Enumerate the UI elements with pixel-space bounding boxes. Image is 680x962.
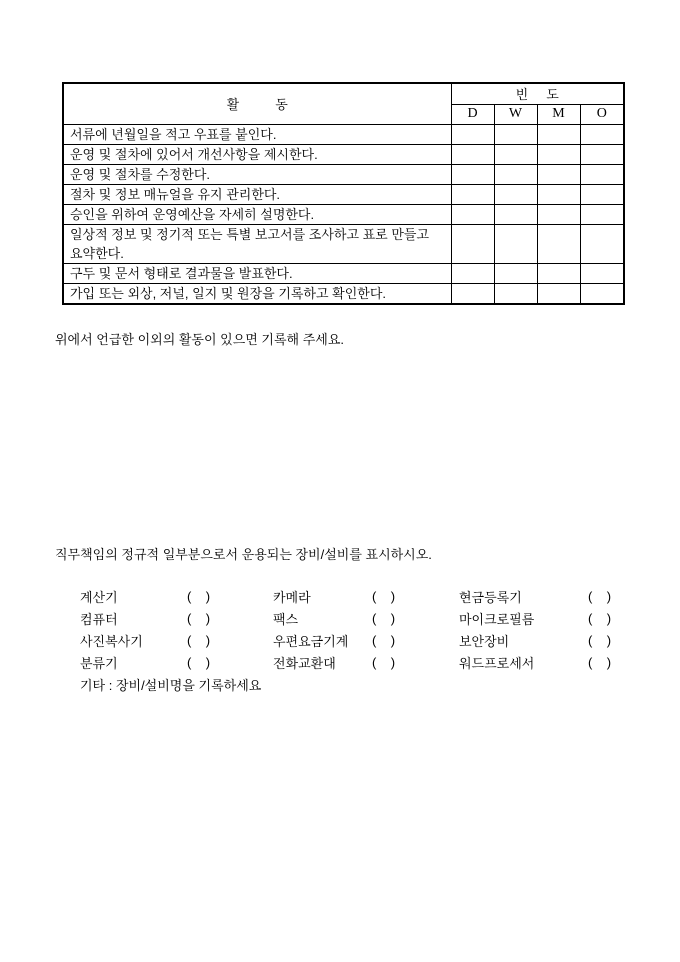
activity-label: 절차 및 정보 매뉴얼을 유지 관리한다. — [63, 184, 451, 204]
frequency-cell-m[interactable] — [537, 283, 580, 304]
frequency-cell-o[interactable] — [580, 224, 624, 263]
activity-label: 승인을 위하여 운영예산을 자세히 설명한다. — [63, 204, 451, 224]
frequency-cell-m[interactable] — [537, 144, 580, 164]
equipment-item-microfilm: 마이크로필름 — [459, 611, 535, 627]
frequency-cell-m[interactable] — [537, 204, 580, 224]
frequency-cell-o[interactable] — [580, 164, 624, 184]
equipment-item-cash-register: 현금등록기 — [459, 589, 522, 605]
activity-label: 운영 및 절차를 수정한다. — [63, 164, 451, 184]
equipment-other-note: 기타 : 장비/설비명을 기록하세요 — [80, 678, 262, 693]
activity-label: 일상적 정보 및 정기적 또는 특별 보고서를 조사하고 표로 만들고 요약한다. — [63, 224, 451, 263]
equipment-checkbox-postage-machine[interactable]: ( ) — [372, 632, 396, 648]
frequency-cell-w[interactable] — [494, 204, 537, 224]
equipment-item-camera: 카메라 — [273, 589, 311, 605]
equipment-item-switchboard: 전화교환대 — [273, 655, 336, 671]
frequency-cell-o[interactable] — [580, 144, 624, 164]
frequency-cell-d[interactable] — [451, 184, 494, 204]
frequency-cell-w[interactable] — [494, 263, 537, 283]
frequency-column-header: 빈 도 — [451, 83, 624, 104]
frequency-col-w: W — [494, 104, 537, 124]
frequency-cell-d[interactable] — [451, 224, 494, 263]
equipment-item-photocopier: 사진복사기 — [80, 633, 143, 649]
activity-row — [63, 224, 624, 263]
frequency-cell-w[interactable] — [494, 124, 537, 144]
frequency-cell-w[interactable] — [494, 184, 537, 204]
equipment-checkbox-security-equipment[interactable]: ( ) — [588, 632, 612, 648]
frequency-cell-w[interactable] — [494, 224, 537, 263]
equipment-item-sorter: 분류기 — [80, 655, 118, 671]
frequency-cell-o[interactable] — [580, 283, 624, 304]
frequency-cell-d[interactable] — [451, 204, 494, 224]
frequency-col-m: M — [537, 104, 580, 124]
equipment-checkbox-fax[interactable]: ( ) — [372, 610, 396, 626]
frequency-cell-m[interactable] — [537, 224, 580, 263]
equipment-prompt: 직무책임의 정규적 일부분으로서 운용되는 장비/설비를 표시하시오. — [55, 547, 432, 562]
activity-row — [63, 124, 624, 144]
activity-row — [63, 184, 624, 204]
equipment-checkbox-switchboard[interactable]: ( ) — [372, 654, 396, 670]
equipment-checkbox-computer[interactable]: ( ) — [187, 610, 211, 626]
equipment-checkbox-photocopier[interactable]: ( ) — [187, 632, 211, 648]
activity-row — [63, 204, 624, 224]
frequency-cell-w[interactable] — [494, 283, 537, 304]
table-header-row — [63, 83, 624, 104]
frequency-cell-w[interactable] — [494, 164, 537, 184]
activity-row — [63, 144, 624, 164]
frequency-cell-d[interactable] — [451, 124, 494, 144]
activity-label: 가입 또는 외상, 저널, 일지 및 원장을 기록하고 확인한다. — [63, 283, 451, 304]
equipment-checkbox-camera[interactable]: ( ) — [372, 588, 396, 604]
activity-row — [63, 263, 624, 283]
frequency-cell-m[interactable] — [537, 124, 580, 144]
activity-column-header: 활 동 — [63, 83, 451, 124]
frequency-col-d: D — [451, 104, 494, 124]
equipment-checkbox-word-processor[interactable]: ( ) — [588, 654, 612, 670]
activity-frequency-table — [62, 82, 625, 305]
frequency-cell-d[interactable] — [451, 263, 494, 283]
activity-row — [63, 164, 624, 184]
frequency-cell-m[interactable] — [537, 184, 580, 204]
equipment-item-fax: 팩스 — [273, 611, 299, 627]
frequency-cell-d[interactable] — [451, 144, 494, 164]
frequency-cell-o[interactable] — [580, 124, 624, 144]
equipment-item-calculator: 계산기 — [80, 589, 118, 605]
activity-label: 구두 및 문서 형태로 결과물을 발표한다. — [63, 263, 451, 283]
equipment-checkbox-cash-register[interactable]: ( ) — [588, 588, 612, 604]
frequency-cell-d[interactable] — [451, 283, 494, 304]
other-activities-prompt: 위에서 언급한 이외의 활동이 있으면 기록해 주세요. — [55, 332, 345, 347]
equipment-item-postage-machine: 우편요금기계 — [273, 633, 349, 649]
frequency-cell-w[interactable] — [494, 144, 537, 164]
frequency-cell-o[interactable] — [580, 263, 624, 283]
frequency-cell-m[interactable] — [537, 263, 580, 283]
frequency-cell-d[interactable] — [451, 164, 494, 184]
equipment-item-word-processor: 워드프로세서 — [459, 655, 535, 671]
equipment-checkbox-sorter[interactable]: ( ) — [187, 654, 211, 670]
activity-row — [63, 283, 624, 304]
equipment-item-computer: 컴퓨터 — [80, 611, 118, 627]
equipment-checkbox-microfilm[interactable]: ( ) — [588, 610, 612, 626]
equipment-checklist — [80, 585, 628, 673]
equipment-item-security-equipment: 보안장비 — [459, 633, 510, 649]
frequency-cell-o[interactable] — [580, 184, 624, 204]
activity-label: 운영 및 절차에 있어서 개선사항을 제시한다. — [63, 144, 451, 164]
frequency-col-o: O — [580, 104, 624, 124]
activity-label: 서류에 년월일을 적고 우표를 붙인다. — [63, 124, 451, 144]
frequency-cell-o[interactable] — [580, 204, 624, 224]
equipment-checkbox-calculator[interactable]: ( ) — [187, 588, 211, 604]
frequency-cell-m[interactable] — [537, 164, 580, 184]
